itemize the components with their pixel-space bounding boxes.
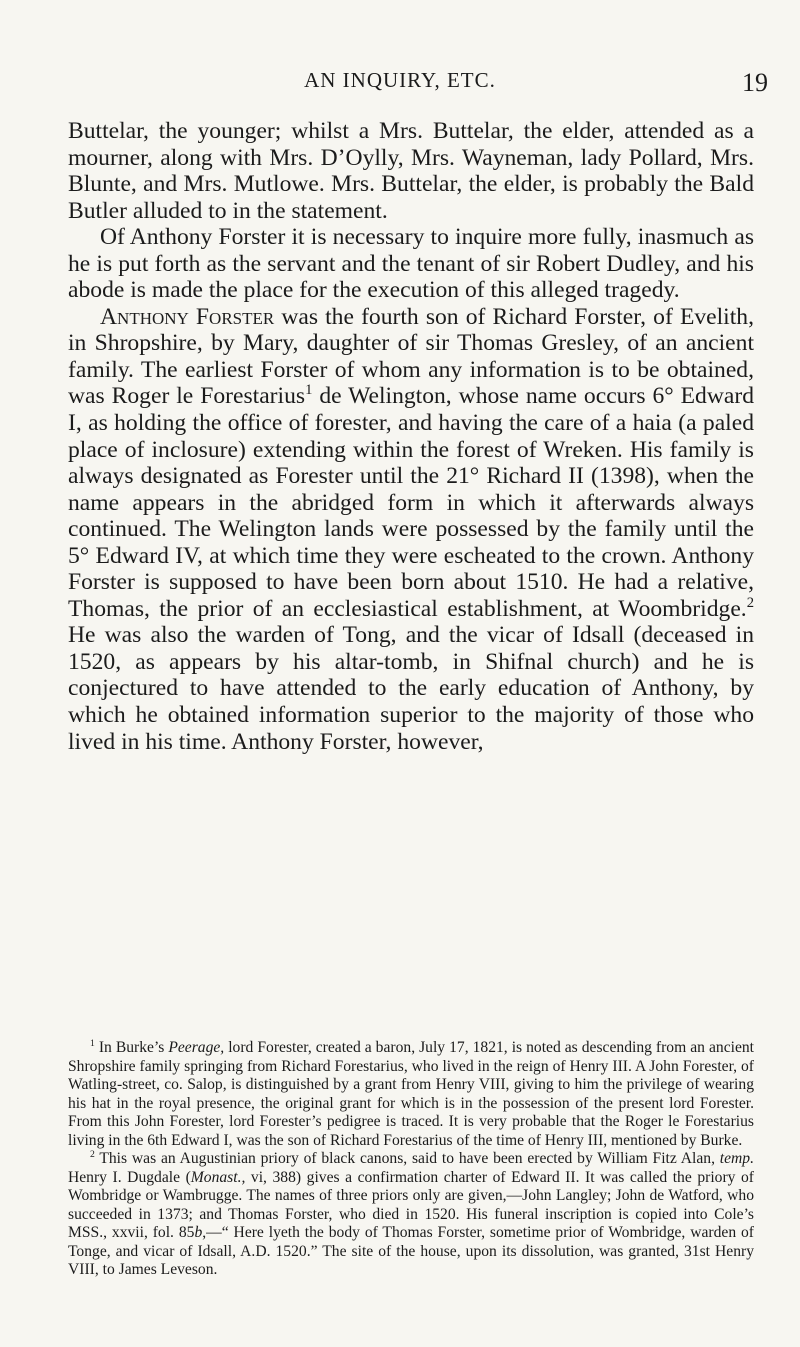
footnote-text: vi, 388) gives a confirmation charter of Edward II. It was called the priory of Wombridge or Wambrugge. The names of three priors only are given,—John Langley; John de Watford, who succeeded in 1373; and Thomas Forster, who died in 1520. His funeral inscription is copied into Cole’s MSS., xxvii, fol. 85 xyxy=(68,1168,754,1241)
paragraph-text: de Welington, whose name occurs 6° Edward I, as holding the office of forester, and having the care of a haia (a paled place of inclosure) extending within the forest of Wreken. His family is always designated as Forester until the 21° Richard II (1398), when the name appears in the abridged form in which it afterwards always continued. The Welington lands were possessed by the family until the 5° Edward IV, at which time they were escheated to the crown. Anthony Forster is supposed to have been born about 1510. He had a relative, Thomas, the prior of an ecclesiastical establishment, at Woombridge. xyxy=(68,383,754,622)
footnote-text: This was an Augustinian priory of black canons, said to have been erected by William Fitz Alan, xyxy=(94,1150,720,1167)
paragraph-forster-genealogy xyxy=(68,304,754,755)
italic-text: temp. xyxy=(719,1150,754,1167)
small-caps-name: Anthony Forster xyxy=(100,303,275,330)
footnote-text: lord Forester, created a baron, July 17, 1821, is noted as descending from an ancient Shropshire family springing from Richard Forestarius, who lived in the reign of Henry III. A John Forester, of Watling-street, co. Salop, is distinguished by a grant from Henry VIII, giving to him the privilege of wearing his hat in the royal presence, the original grant for which is in the possession of the present lord Forester. From this John Forester, lord Forester’s pedigree is traced. It is very probable that the Roger le Forestarius living in the 6th Edward I, was the son of Richard Forestarius of the time of Henry III, mentioned by Burke. xyxy=(68,1039,754,1149)
italic-text: b xyxy=(194,1224,203,1241)
running-title: AN INQUIRY, ETC. xyxy=(304,68,496,92)
footnote-2 xyxy=(68,1150,754,1280)
italic-title: Peerage, xyxy=(168,1039,225,1056)
paragraph-text: He was also the warden of Tong, and the vicar of Idsall (deceased in 1520, as appears by his altar-tomb, in Shifnal church) and he is conjectured to have attended to the early education of Anthony, by which he obtained information superior to the majority of those who lived in his time. Anthony Forster, however, xyxy=(68,622,754,755)
paragraph-text: Of Anthony Forster it is necessary to inquire more fully, inasmuch as he is put forth as the servant and the tenant of sir Robert Dudley, and his abode is made the place for the execution of this alleged tragedy. xyxy=(68,224,754,304)
footnotes xyxy=(68,1039,754,1280)
running-head xyxy=(0,68,800,102)
footnote-marker: 1 xyxy=(90,1037,95,1049)
paragraph-text: was the fourth son of Richard Forster, of Evelith, in Shropshire, by Mary, daughter of sir Thomas Gresley, of an ancient family. The earliest Forster of whom any information is to be obtained, was Roger le Forestarius xyxy=(68,303,754,410)
italic-title: Monast., xyxy=(190,1168,246,1186)
footnote-text: In Burke’s xyxy=(94,1039,169,1056)
main-text xyxy=(68,118,754,755)
footnote-ref-2: 2 xyxy=(746,594,754,611)
footnote-1 xyxy=(68,1039,754,1150)
footnote-text: ,—“ Here lyeth the body of Thomas Forster, sometime prior of Wombridge, warden of Tonge, and vicar of Idsall, A.D. 1520.” The site of the house, upon its dissolution, was granted, 31st Henry VIII, to James Leveson. xyxy=(68,1224,754,1278)
footnote-marker: 2 xyxy=(90,1148,95,1160)
paragraph-forster-inquiry xyxy=(68,224,754,304)
paragraph-buttelar xyxy=(68,118,754,224)
footnote-text: Henry I. Dugdale ( xyxy=(68,1168,191,1186)
paragraph-text: Buttelar, the younger; whilst a Mrs. Buttelar, the elder, attended as a mourner, along with Mrs. D’Oylly, Mrs. Wayneman, lady Pollard, Mrs. Blunte, and Mrs. Mutlowe. Mrs. Buttelar, the elder, is probably the Bald Butler alluded to in the statement. xyxy=(68,118,754,224)
page-number: 19 xyxy=(742,68,768,97)
footnote-ref-1: 1 xyxy=(305,382,313,399)
